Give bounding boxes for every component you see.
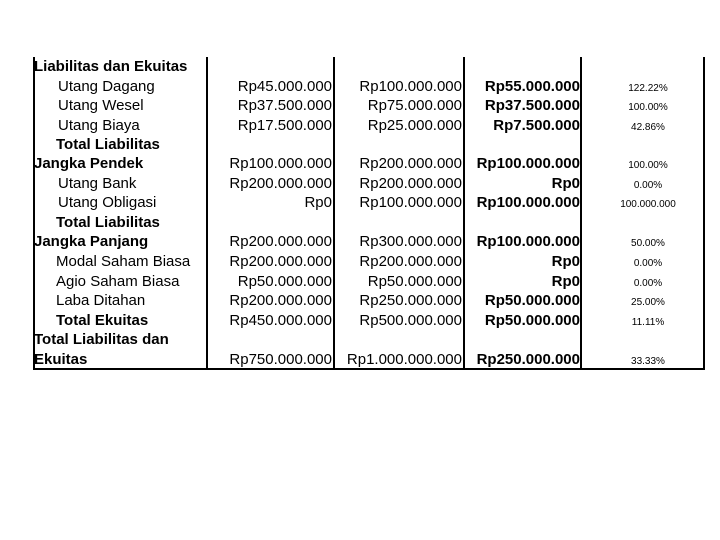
value-current-year: Rp1.000.000.000: [346, 351, 462, 368]
value-previous-year: Rp200.000.000: [229, 233, 332, 250]
row-label: Jangka Pendek: [34, 155, 144, 172]
value-current-year: Rp300.000.000: [359, 233, 462, 250]
value-percentage: 33.33%: [631, 356, 665, 367]
value-change: Rp100.000.000: [476, 194, 580, 211]
value-current-year: Rp75.000.000: [367, 97, 462, 114]
row-label: Utang Bank: [58, 175, 137, 192]
value-change: Rp55.000.000: [484, 78, 580, 95]
value-percentage: 0.00%: [633, 258, 663, 269]
value-current-year: Rp100.000.000: [359, 194, 462, 211]
value-percentage: 50.00%: [631, 238, 665, 249]
value-percentage: 11.11%: [631, 317, 665, 328]
value-change: Rp50.000.000: [484, 312, 580, 329]
value-change: Rp0: [551, 175, 580, 192]
value-percentage: 0.00%: [633, 180, 663, 191]
value-current-year: Rp25.000.000: [367, 117, 462, 134]
row-label: Total Ekuitas: [56, 312, 149, 329]
column-divider: [463, 57, 465, 369]
value-percentage: 100.00%: [628, 160, 668, 171]
value-percentage: 0.00%: [633, 278, 663, 289]
value-change: Rp37.500.000: [484, 97, 580, 114]
row-label: Ekuitas: [34, 351, 88, 368]
value-previous-year: Rp750.000.000: [229, 351, 332, 368]
row-label: Total Liabilitas: [56, 136, 160, 153]
value-percentage: 100.00%: [628, 102, 668, 113]
column-divider: [703, 57, 705, 369]
value-previous-year: Rp37.500.000: [237, 97, 332, 114]
value-previous-year: Rp200.000.000: [229, 175, 332, 192]
value-current-year: Rp250.000.000: [359, 292, 462, 309]
row-label: Utang Obligasi: [58, 194, 157, 211]
value-current-year: Rp200.000.000: [359, 175, 462, 192]
value-percentage: 122.22%: [628, 83, 668, 94]
value-previous-year: Rp450.000.000: [229, 312, 332, 329]
row-label: Modal Saham Biasa: [56, 253, 191, 270]
value-percentage: 42.86%: [631, 122, 665, 133]
value-current-year: Rp50.000.000: [367, 273, 462, 290]
value-previous-year: Rp0: [304, 194, 332, 211]
row-label: Agio Saham Biasa: [56, 273, 180, 290]
value-previous-year: Rp200.000.000: [229, 292, 332, 309]
value-current-year: Rp200.000.000: [359, 155, 462, 172]
column-divider: [333, 57, 335, 369]
value-previous-year: Rp50.000.000: [237, 273, 332, 290]
value-percentage: 100.000.000: [620, 199, 676, 210]
row-label: Utang Biaya: [58, 117, 140, 134]
value-change: Rp0: [551, 253, 580, 270]
value-previous-year: Rp200.000.000: [229, 253, 332, 270]
value-current-year: Rp100.000.000: [359, 78, 462, 95]
row-label: Total Liabilitas: [56, 214, 160, 231]
value-previous-year: Rp17.500.000: [237, 117, 332, 134]
column-divider: [206, 57, 208, 369]
value-change: Rp250.000.000: [476, 351, 580, 368]
row-label: Laba Ditahan: [56, 292, 146, 309]
column-divider: [33, 57, 35, 369]
value-current-year: Rp500.000.000: [359, 312, 462, 329]
row-label: Utang Dagang: [58, 78, 155, 95]
value-current-year: Rp200.000.000: [359, 253, 462, 270]
value-previous-year: Rp100.000.000: [229, 155, 332, 172]
value-previous-year: Rp45.000.000: [237, 78, 332, 95]
value-change: Rp50.000.000: [484, 292, 580, 309]
row-label: Total Liabilitas dan: [34, 331, 169, 348]
value-change: Rp100.000.000: [476, 233, 580, 250]
row-label: Utang Wesel: [58, 97, 144, 114]
row-label: Jangka Panjang: [34, 233, 149, 250]
value-change: Rp7.500.000: [493, 117, 580, 134]
value-change: Rp100.000.000: [476, 155, 580, 172]
row-label: Liabilitas dan Ekuitas: [34, 58, 188, 75]
value-change: Rp0: [551, 273, 580, 290]
column-divider: [580, 57, 582, 369]
value-percentage: 25.00%: [631, 297, 665, 308]
